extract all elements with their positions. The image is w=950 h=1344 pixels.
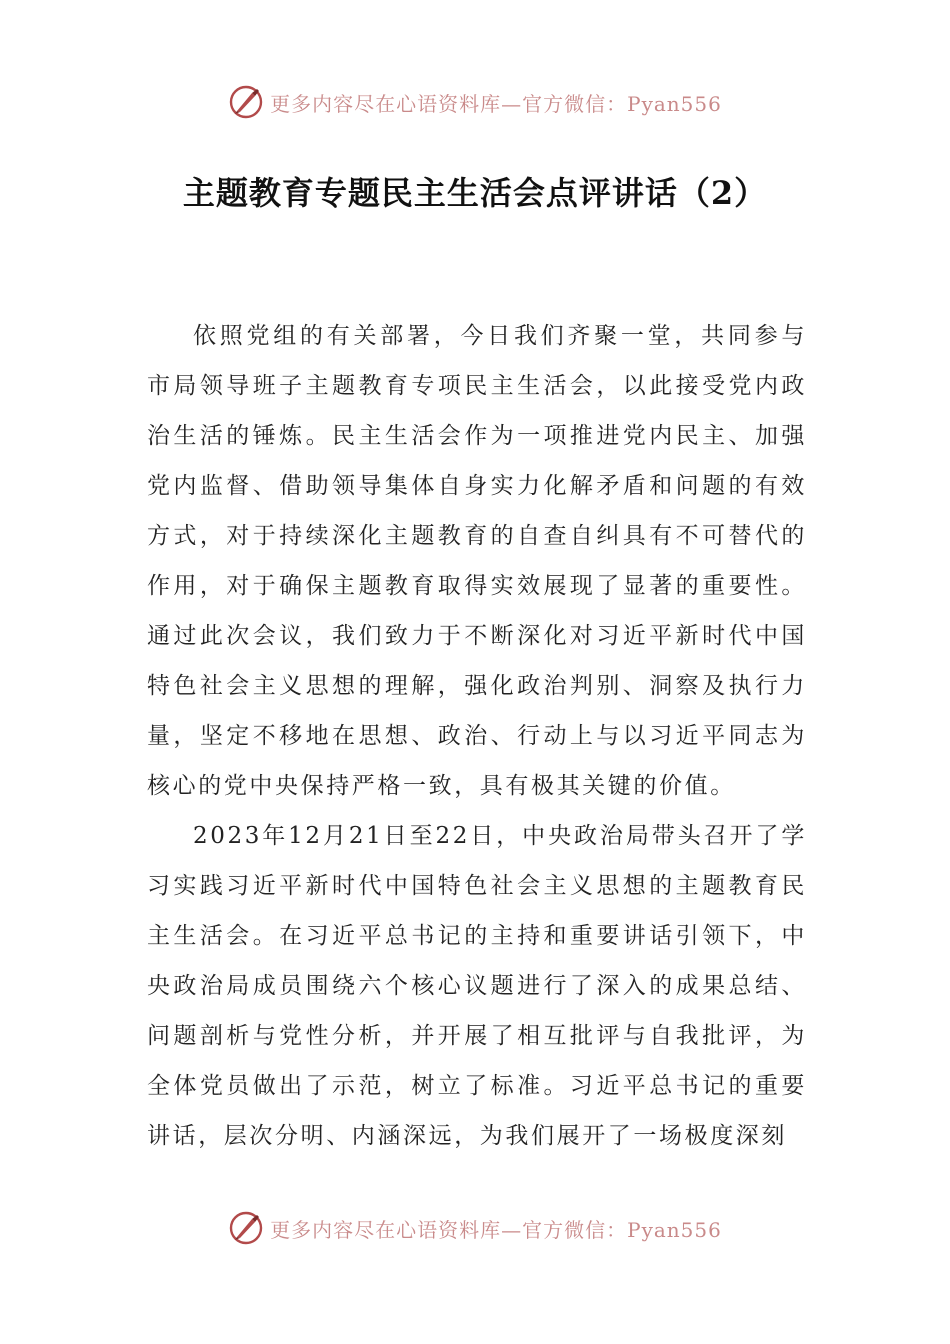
quill-pen-logo-icon xyxy=(228,1210,264,1246)
footer-banner xyxy=(0,1210,950,1246)
header-banner xyxy=(0,84,950,120)
footer-banner-text: 更多内容尽在心语资料库—官方微信：Pyan556 xyxy=(270,1217,722,1242)
header-banner-text: 更多内容尽在心语资料库—官方微信：Pyan556 xyxy=(270,91,722,116)
page-title: 主题教育专题民主生活会点评讲话（2） xyxy=(182,174,768,212)
paragraph-2: 2023年12月21日至22日，中央政治局带头召开了学习实践习近平新时代中国特色社会主义思想的主题教育民主生活会。在习近平总书记的主持和重要讲话引领下，中央政治局成员围绕六个核心议题进行了深入的成果总结、问题剖析与党性分析，并开展了相互批评与自我批评，为全体党员做出了示范，树立了标准。习近平总书记的重要讲话，层次分明、内涵深远，为我们展开了一场极度深刻 xyxy=(147,823,807,1149)
paragraph-1: 依照党组的有关部署，今日我们齐聚一堂，共同参与市局领导班子主题教育专项民主生活会，以此接受党内政治生活的锤炼。民主生活会作为一项推进党内民主、加强党内监督、借助领导集体自身实力化解矛盾和问题的有效方式，对于持续深化主题教育的自查自纠具有不可替代的作用，对于确保主题教育取得实效展现了显著的重要性。通过此次会议，我们致力于不断深化对习近平新时代中国特色社会主义思想的理解，强化政治判别、洞察及执行力量，坚定不移地在思想、政治、行动上与以习近平同志为核心的党中央保持严格一致，具有极其关键的价值。 xyxy=(147,323,807,799)
quill-pen-logo-icon xyxy=(228,84,264,120)
document-body xyxy=(147,311,807,1161)
